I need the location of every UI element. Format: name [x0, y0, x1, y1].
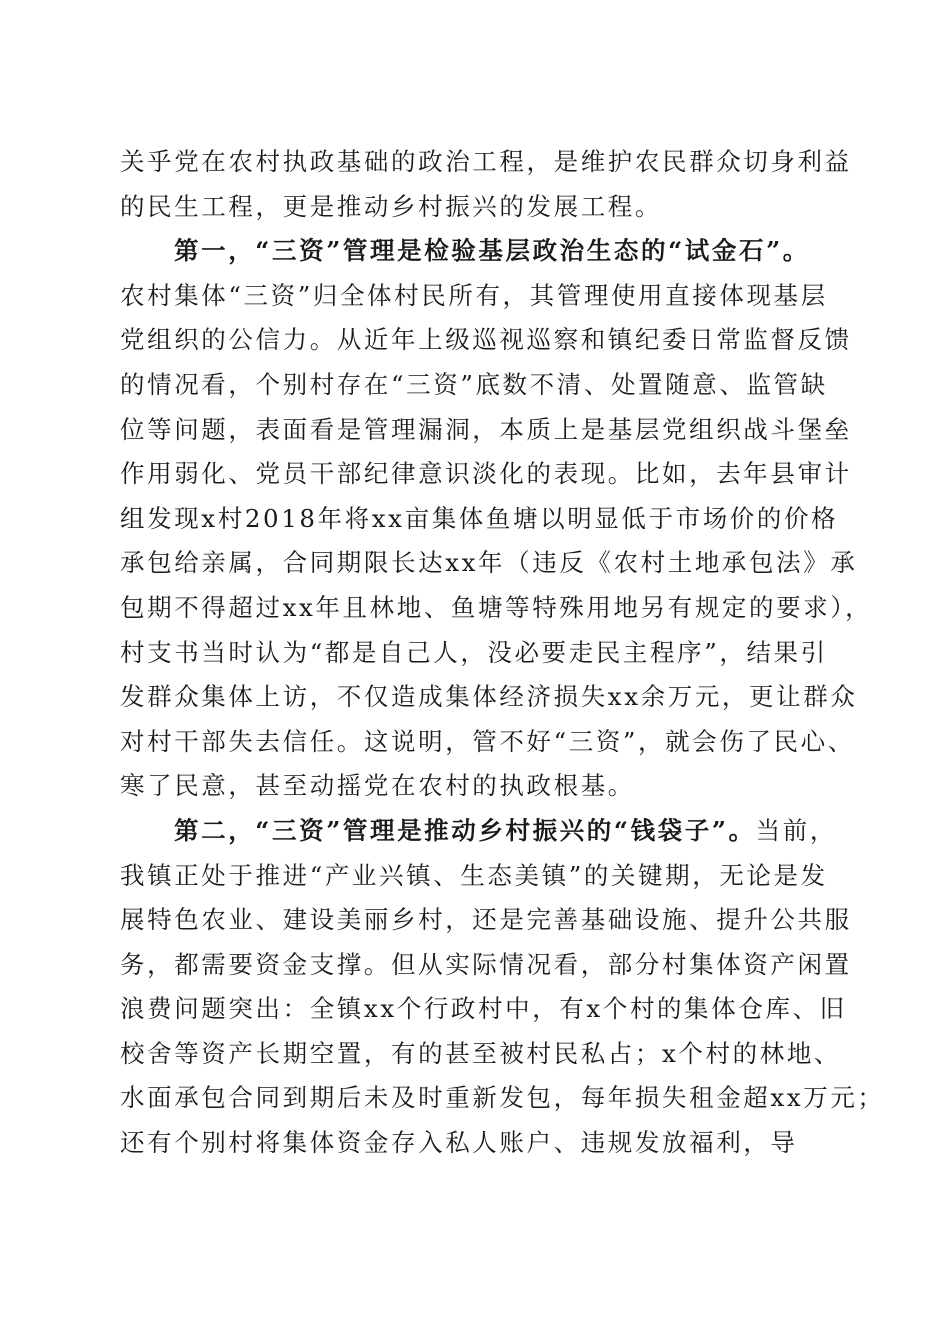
body-line: 还有个别村将集体资金存入私人账户、违规发放福利，导: [120, 1128, 798, 1158]
body-line: 包期不得超过xx年且林地、鱼塘等特殊用地另有规定的要求），: [120, 592, 873, 622]
document-page: [120, 140, 885, 1166]
body-line: 发群众集体上访，不仅造成集体经济损失xx余万元，更让群众: [120, 682, 858, 712]
body-line: 承包给亲属，合同期限长达xx年（违反《农村土地承包法》承: [120, 548, 858, 578]
section-heading-second-tail: 当前，: [755, 815, 837, 845]
body-line: 党组织的公信力。从近年上级巡视巡察和镇纪委日常监督反馈: [120, 325, 852, 355]
body-line: 浪费问题突出：全镇xx个行政村中，有x个村的集体仓库、旧: [120, 994, 847, 1024]
body-line: 关乎党在农村执政基础的政治工程，是维护农民群众切身利益: [120, 147, 852, 176]
body-line: 组发现x村2018年将xx亩集体鱼塘以明显低于市场价的价格: [120, 503, 839, 533]
body-line: 寒了民意，甚至动摇党在农村的执政根基。: [120, 771, 635, 801]
body-line: 展特色农业、建设美丽乡村，还是完善基础设施、提升公共服: [120, 905, 852, 935]
section-heading-second: 第二，“三资”管理是推动乡村振兴的“钱袋子”。: [174, 815, 756, 845]
body-line: 的情况看，个别村存在“三资”底数不清、处置随意、监管缺: [120, 369, 828, 399]
section-heading-first: 第一，“三资”管理是检验基层政治生态的“试金石”。: [174, 236, 810, 266]
body-line: 我镇正处于推进“产业兴镇、生态美镇”的关键期，无论是发: [120, 860, 828, 890]
body-line: 务，都需要资金支撑。但从实际情况看，部分村集体资产闲置: [120, 949, 852, 979]
body-line: 的民生工程，更是推动乡村振兴的发展工程。: [120, 191, 662, 221]
section-heading-second-line: [120, 809, 837, 854]
body-line: 水面承包合同到期后未及时重新发包，每年损失租金超xx万元；: [120, 1083, 885, 1113]
body-line: 农村集体“三资”归全体村民所有，其管理使用直接体现基层: [120, 280, 828, 310]
body-line: 位等问题，表面看是管理漏洞，本质上是基层党组织战斗堡垒: [120, 414, 852, 444]
body-line: 对村干部失去信任。这说明，管不好“三资”，就会伤了民心、: [120, 726, 855, 756]
body-line: 校舍等资产长期空置，有的甚至被村民私占；x个村的林地、: [120, 1038, 842, 1068]
body-line: 作用弱化、党员干部纪律意识淡化的表现。比如，去年县审计: [120, 459, 852, 489]
body-line: 村支书当时认为“都是自己人，没必要走民主程序”，结果引: [120, 637, 828, 667]
